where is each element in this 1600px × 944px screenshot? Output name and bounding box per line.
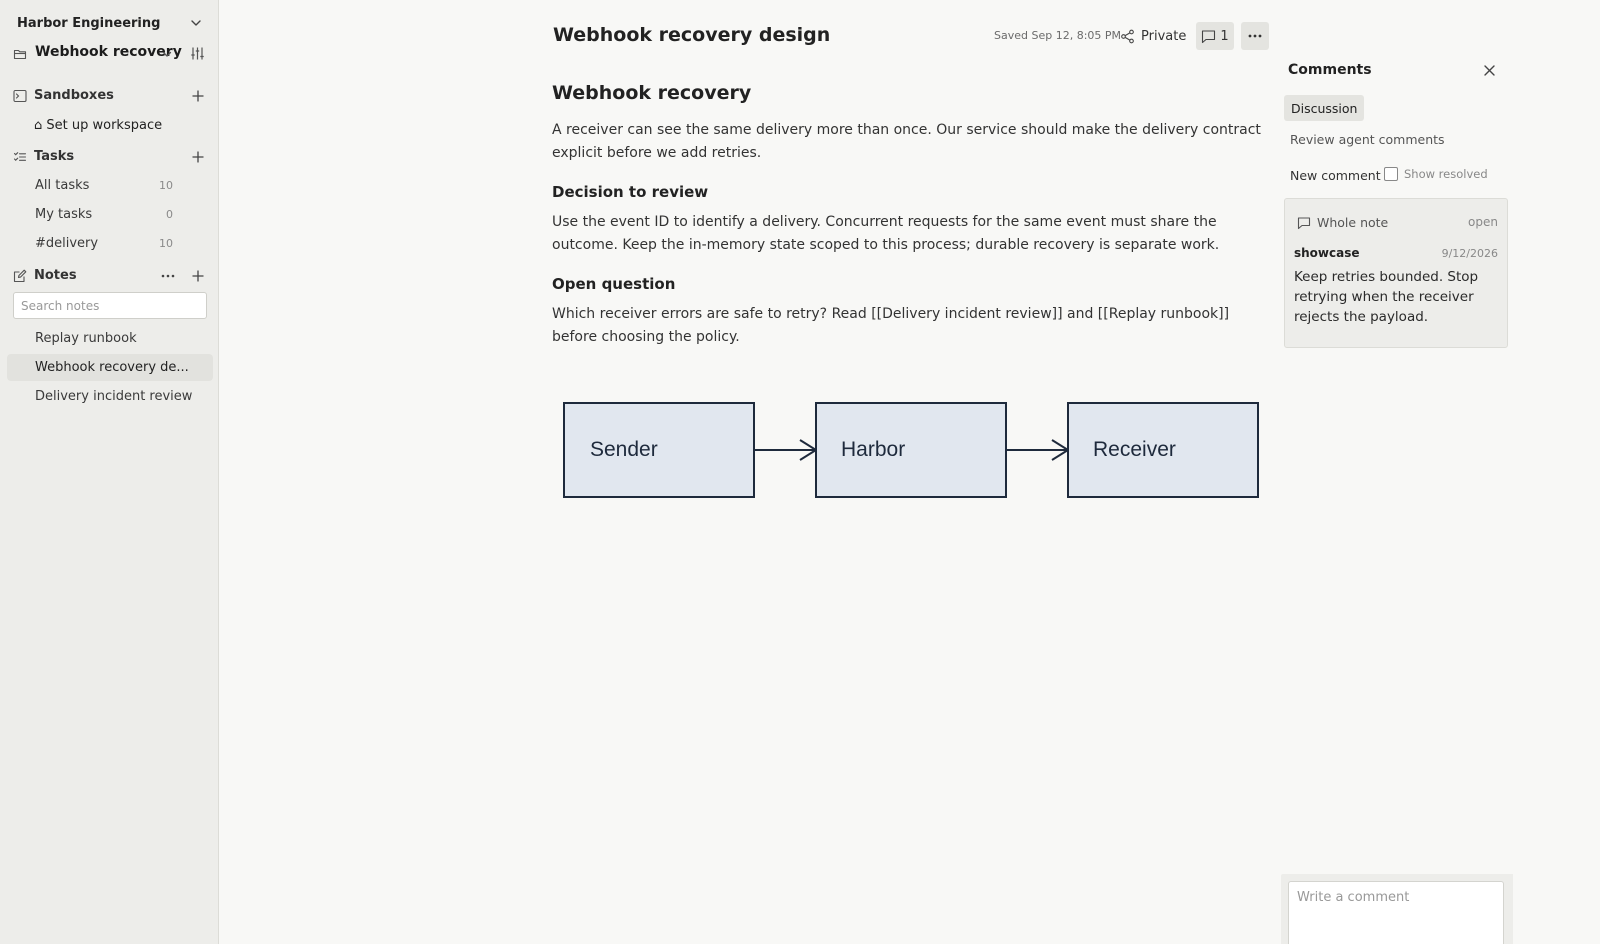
comments-title: Comments (1288, 62, 1372, 78)
note-editor[interactable] (552, 82, 1262, 349)
section-tasks (0, 146, 219, 168)
close-icon[interactable] (1482, 63, 1497, 78)
page-title[interactable]: Webhook recovery design (553, 24, 831, 46)
add-task-icon[interactable] (191, 150, 205, 164)
sidebar-item-set-up-workspace[interactable] (7, 112, 213, 139)
project-switcher[interactable] (0, 42, 219, 66)
thread-scope-label: Whole note (1317, 215, 1389, 230)
comment-icon (1201, 29, 1216, 44)
share-visibility-button[interactable] (1120, 24, 1186, 48)
sidebar-item-label: Webhook recovery de... (35, 360, 189, 375)
workspace-name: Harbor Engineering (17, 15, 161, 31)
more-horizontal-icon (1248, 34, 1262, 38)
folder-icon (13, 47, 27, 61)
section-label: Sandboxes (34, 88, 114, 103)
comment-thread[interactable] (1284, 198, 1508, 348)
diagram-arrow (1006, 440, 1068, 460)
task-count: 10 (159, 237, 173, 250)
tab-review-agent-comments[interactable]: Review agent comments (1290, 132, 1445, 147)
sidebar-item-label: My tasks (35, 207, 93, 222)
note-paragraph: A receiver can see the same delivery more than once. Our service should make the delivery contract explicit before we add retries. (552, 121, 1261, 161)
project-name: Webhook recovery (35, 44, 182, 60)
add-sandbox-icon[interactable] (191, 89, 205, 103)
sidebar (0, 0, 219, 944)
diagram-arrow (754, 440, 816, 460)
note-paragraph: Which receiver errors are safe to retry? Read [[Delivery incident review]] and [[Replay runbook]] before choosing the policy. (552, 305, 1230, 345)
add-note-icon[interactable] (191, 269, 205, 283)
sidebar-item-label: #delivery (35, 236, 99, 251)
more-horizontal-icon[interactable] (160, 269, 176, 283)
diagram-node-label: Receiver (1093, 438, 1176, 461)
comment-icon (1297, 216, 1311, 230)
diagram-node-receiver (1068, 403, 1258, 497)
terminal-icon (13, 89, 27, 103)
note-subheading: Decision to review (552, 182, 709, 201)
flow-diagram (560, 400, 1260, 500)
show-resolved-toggle[interactable] (1384, 167, 1488, 181)
task-list-icon (13, 150, 27, 164)
sidebar-item-label: All tasks (35, 178, 90, 193)
diagram-node-sender (564, 403, 754, 497)
more-options-button[interactable] (1241, 22, 1269, 50)
sidebar-item-replay-runbook[interactable] (7, 325, 213, 352)
saved-status: Saved Sep 12, 8:05 PM (994, 29, 1122, 42)
section-notes (0, 265, 219, 287)
comments-toggle-button[interactable] (1196, 22, 1234, 50)
sidebar-item-my-tasks[interactable] (7, 201, 213, 228)
task-count: 0 (166, 208, 173, 221)
comment-input[interactable] (1288, 881, 1504, 944)
note-subheading: Open question (552, 274, 676, 293)
show-resolved-label: Show resolved (1404, 167, 1488, 181)
workspace-switcher[interactable] (0, 10, 219, 36)
sidebar-item-delivery-incident-review[interactable] (7, 383, 213, 410)
chevron-down-icon[interactable] (189, 16, 203, 30)
comment-date: 9/12/2026 (1441, 247, 1498, 260)
chevron-down-icon[interactable] (161, 48, 173, 60)
sidebar-item-delivery-tag[interactable] (7, 230, 213, 257)
diagram-node-label: Sender (590, 438, 658, 461)
note-paragraph: Use the event ID to identify a delivery. Concurrent requests for the same event must share the outcome. Keep the in-memory state scoped to this process; durable recovery is separate work. (552, 213, 1220, 253)
show-resolved-checkbox[interactable] (1384, 167, 1398, 181)
sidebar-item-label: ⌂ Set up workspace (34, 118, 163, 133)
diagram-node-harbor (816, 403, 1006, 497)
new-comment-button[interactable]: New comment (1290, 168, 1381, 183)
note-heading: Webhook recovery (552, 82, 752, 104)
thread-status: open (1468, 215, 1498, 229)
sidebar-item-webhook-recovery-design[interactable] (7, 354, 213, 381)
thread-scope (1297, 215, 1388, 230)
section-sandboxes (0, 85, 219, 107)
section-label: Notes (34, 268, 77, 283)
comment-body: Keep retries bounded. Stop retrying when the receiver rejects the payload. (1294, 269, 1479, 325)
settings-sliders-icon[interactable] (190, 46, 205, 61)
share-icon (1120, 29, 1135, 44)
task-count: 10 (159, 179, 173, 192)
tab-discussion[interactable]: Discussion (1284, 95, 1364, 121)
sidebar-item-label: Delivery incident review (35, 389, 193, 404)
sidebar-item-label: Replay runbook (35, 331, 137, 346)
visibility-label: Private (1141, 28, 1187, 44)
note-edit-icon (13, 269, 27, 283)
comment-count: 1 (1220, 28, 1229, 44)
search-notes-input[interactable] (13, 292, 207, 319)
sidebar-item-all-tasks[interactable] (7, 172, 213, 199)
comment-author: showcase (1294, 246, 1360, 260)
diagram-node-label: Harbor (841, 438, 906, 461)
section-label: Tasks (34, 149, 75, 164)
